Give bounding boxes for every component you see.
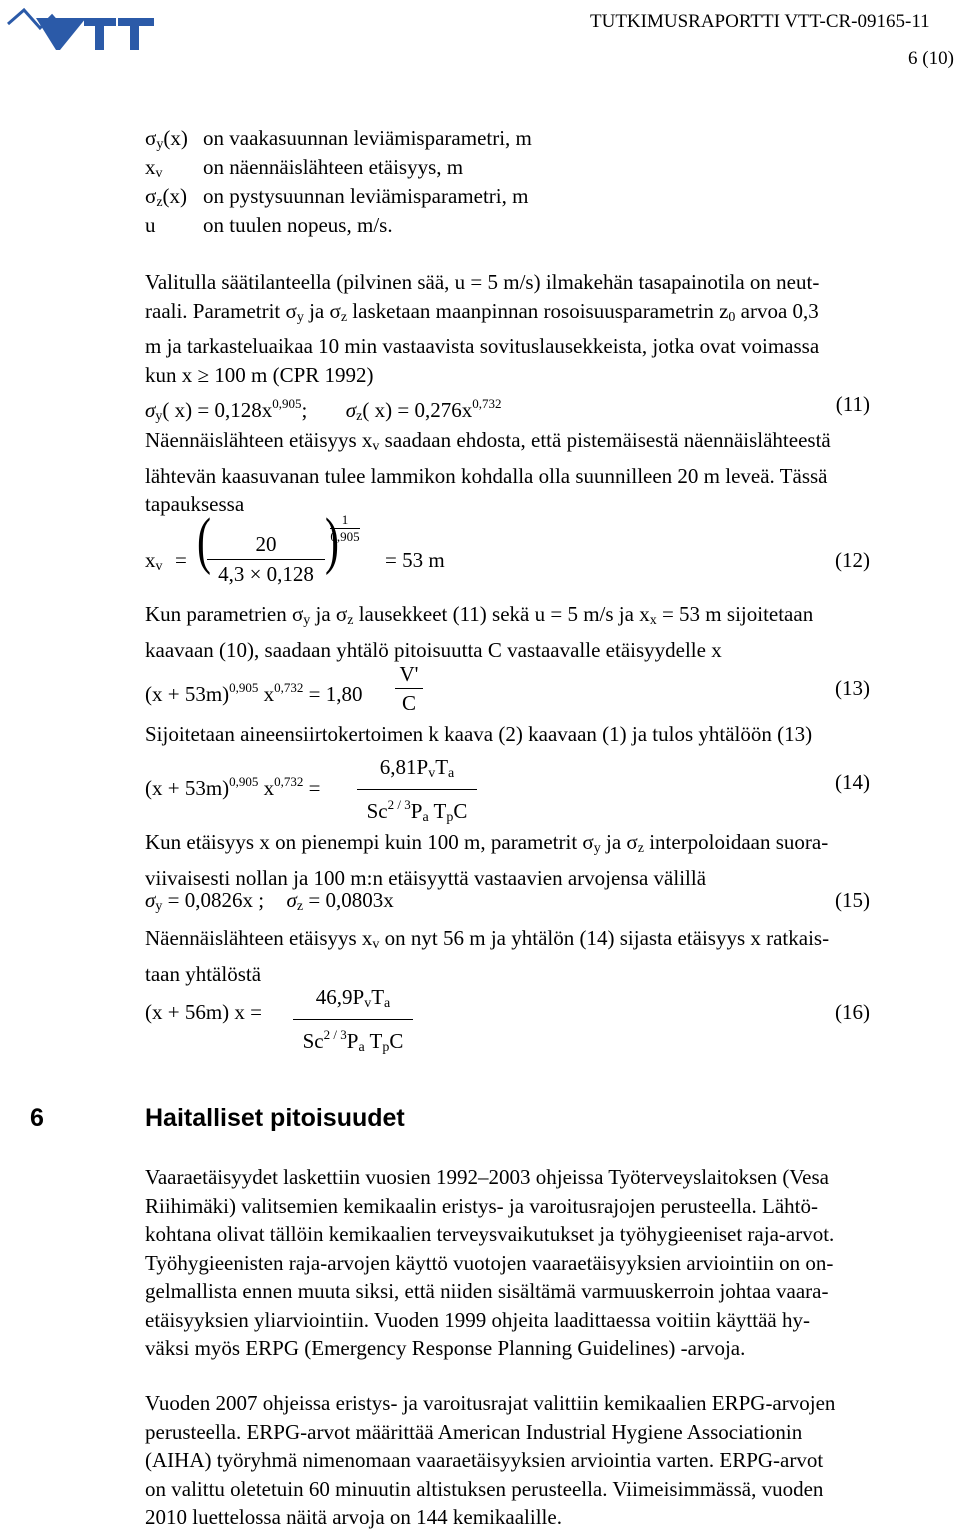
equation-11: $\sigma_y$( $x) = 0,128x^{0,905}$; $\sigma_z$( $x) = 0,276x^{0,732}$ (11) (145, 392, 870, 424)
definition-row: u on tuulen nopeus, m/s. (145, 213, 393, 237)
equation-13: $(x + 53m)^{0,905}$ $x^{0,732} = 1,80$ V' C (13) (145, 662, 870, 715)
section-number: 6 (30, 1104, 44, 1132)
equation-number: (12) (835, 548, 870, 572)
paragraph-stability: Valitulla säätilanteella (pilvinen sää, u = 5 m/s) ilmakehän tasapainotila on neut- raali. Parametrit $\sigma_y$ ja $\sigma_z$ lasketaan maanpinnan rosoisuusparametrin $z_0$ arvoa 0,3 m ja tarkasteluaikaa 10 min vastaavista sovituslausekkeista, jotka ovat voimassa kun x ≥ 100 m (CPR 1992) (145, 270, 820, 387)
equation-number: (14) (835, 770, 870, 794)
equation-12: $x_v$ = ( 20 4,3 × 0,128 ) 1 0,905 = 53 m (12) (145, 512, 870, 592)
paragraph-mass-transfer: Sijoitetaan aineensiirtokertoimen k kaava (2) kaavaan (1) ja tulos yhtälöön (13) (145, 722, 813, 746)
paragraph-virtual-source: Näennäislähteen etäisyys $x_v$ saadaan ehdosta, että pistemäisestä näennäislähteestä lähtevän kaasuvanan tulee lammikon kohdalla olla suunnilleen 20 m leveä. Tässä tapauksessa (145, 428, 831, 516)
definition-row: $\sigma_z(x)$ on pystysuunnan leviämisparametri, m (145, 184, 529, 210)
paragraph-history: Vaaraetäisyydet laskettiin vuosien 1992–2003 ohjeissa Työterveyslaitoksen (Vesa Riihimäki) valitsemien kemikaalin eristys- ja varoitusrajojen perusteella. Lähtö- kohtana olivat tällöin kemikaalien terveysvaikutukset ja työhygieeniset raja-arvot. Työhygieenisten raja-arvojen käyttö vuotojen vaaraetäisyyksien arviointiin on on- gelmallista ennen muuta siksi, että niiden sisältämä varmuuskerroin johtaa vaara- etäisyyksien yliarviointiin. Vuoden 1999 ohjeita laadittaessa voitiin käyttää hy- väksi myös ERPG (Emergency Response Planning Guidelines) -arvoja. (145, 1165, 835, 1360)
paragraph-erpg: Vuoden 2007 ohjeissa eristys- ja varoitusrajat valittiin kemikaalien ERPG-arvojen perusteella. ERPG-arvot määrittää American Industrial Hygiene Associationin (AIHA) työryhmä nimenomaan vaaraetäisyyksien arviointia varten. ERPG-arvot on valittu oletetuin 60 minuutin altistuksen perusteella. Viimeisimmässä, vuoden 2010 luettelossa näitä arvoja on 144 kemikaalille. (145, 1391, 836, 1529)
section-title: Haitalliset pitoisuudet (145, 1104, 405, 1132)
paragraph-substitution: Kun parametrien $\sigma_y$ ja $\sigma_z$ lausekkeet (11) sekä u = 5 m/s ja $x_x = 53$ m sijoitetaan kaavaan (10), saadaan yhtälö pitoisuutta C vastaavalle etäisyydelle x (145, 602, 814, 662)
definition-row: $\sigma_y(x)$ on vaakasuunnan leviämisparametri, m (145, 126, 532, 152)
equation-number: (15) (835, 888, 870, 912)
section-heading (30, 1104, 405, 1133)
definition-row: $x_v$ on näennäislähteen etäisyys, m (145, 155, 464, 181)
equation-15: $\sigma_y = 0,0826x$ ; $\sigma_z = 0,0803x$ (15) (145, 888, 870, 914)
symbol-definitions (145, 124, 532, 240)
report-id: TUTKIMUSRAPORTTI VTT-CR-09165-11 (590, 11, 930, 32)
page-number: 6 (10) (908, 48, 954, 69)
paragraph-interpolation: Kun etäisyys x on pienempi kuin 100 m, parametrit $\sigma_y$ ja $\sigma_z$ interpoloidaan suora- viivaisesti nollan ja 100 m:n etäisyyttä vastaavien arvojensa välillä (145, 830, 829, 890)
equation-14: $(x + 53m)^{0,905}$ $x^{0,732}$ = $6,81P_vT_a$ $Sc^{2 / 3}P_a$ $T_pC$ (14) (145, 752, 870, 818)
equation-number: (11) (835, 392, 870, 416)
equation-number: (16) (835, 1000, 870, 1024)
equation-16: (x + 56m) x = $46,9P_vT_a$ $Sc^{2 / 3}P_a$ $T_pC$ (16) (145, 982, 870, 1048)
equation-number: (13) (835, 676, 870, 700)
vtt-logo (6, 4, 156, 54)
paragraph-new-distance: Näennäislähteen etäisyys $x_v$ on nyt 56 m ja yhtälön (14) sijasta etäisyys x ratkais- taan yhtälöstä (145, 926, 830, 986)
